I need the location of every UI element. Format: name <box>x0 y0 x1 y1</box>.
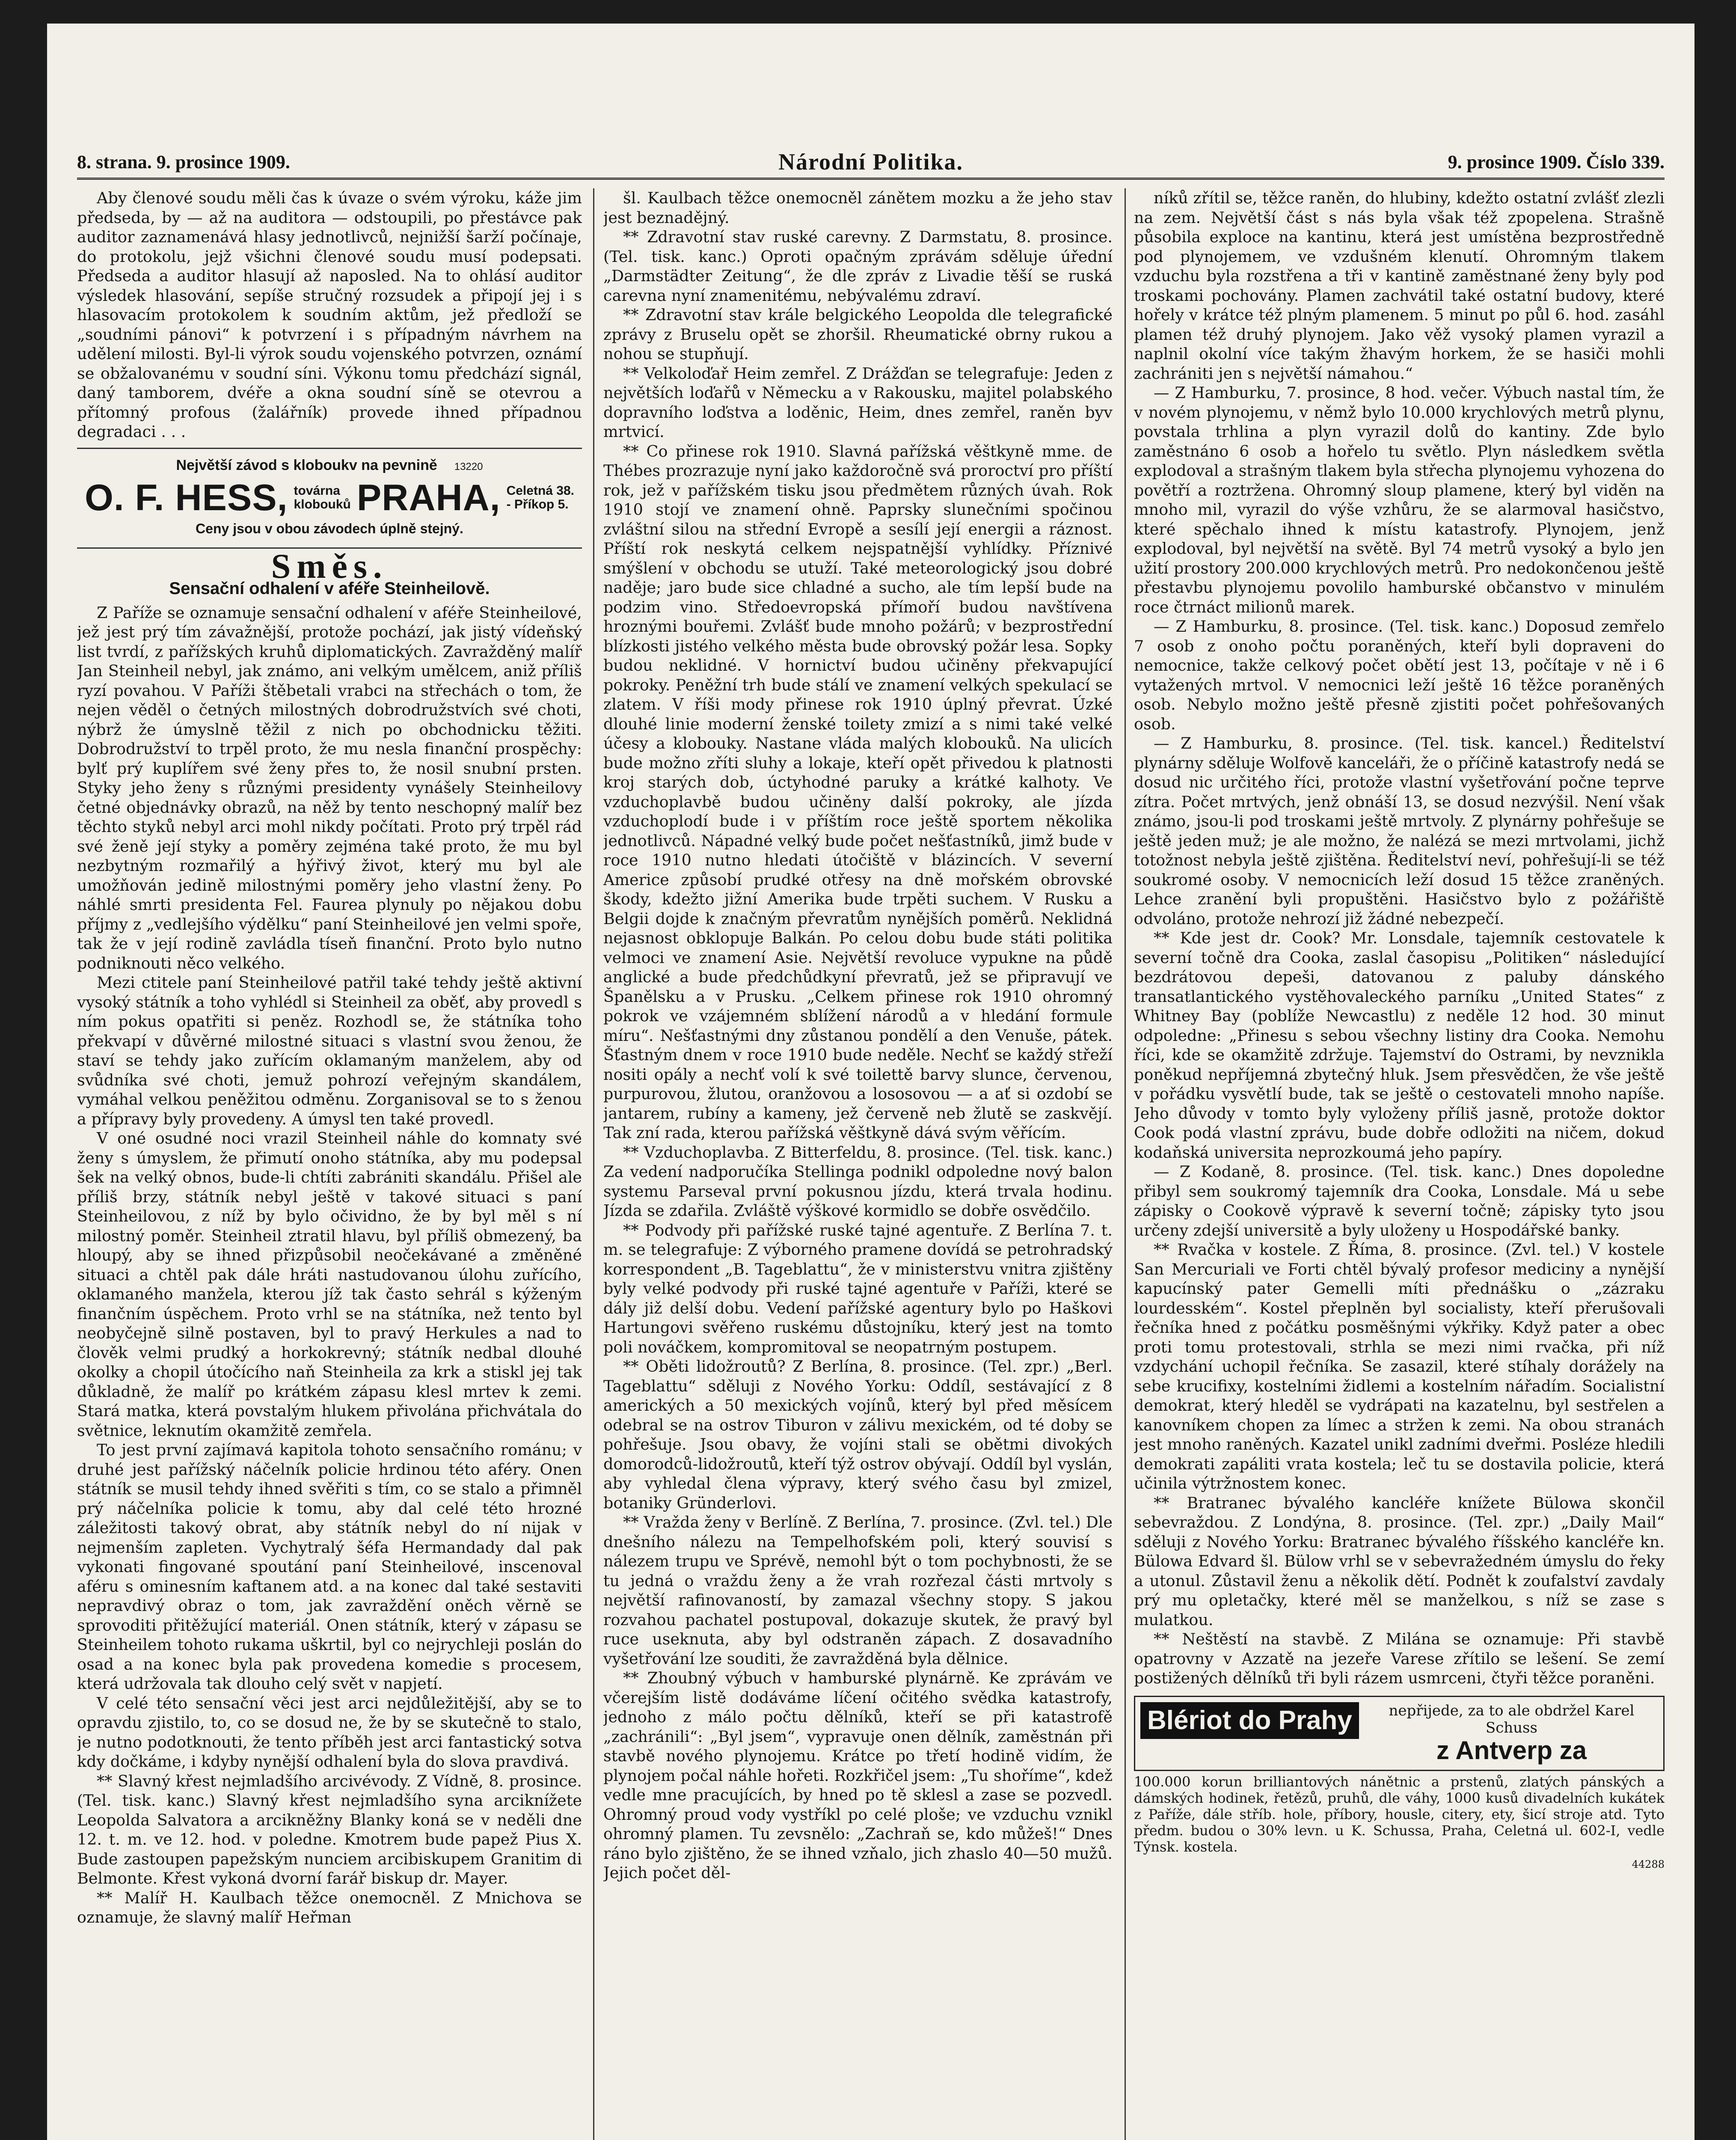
news-item: ** Podvody při pařížské ruské tajné agentuře. Z Berlína 7. t. m. se telegrafuje: Z výborného pramene dovídá se petrohradský korrespondent „B. Tageblattu“, že v ministerstvu vnitra zjištěny byly velké podvody při ruské tajné agentuře v Paříži, které se dály již delší dobu. Vedení pařížské agentury bylo po Haškovi Hartungovi svěřeno ruskému důstojníku, který jest na tomto poli nováčkem, kompromitoval se neopatrným postupem. <box>603 1221 1113 1356</box>
ad-city: PRAHA, <box>356 477 501 518</box>
article-text: To jest první zajímavá kapitola tohoto sensačního románu; v druhé jest pařížský náčelník policie hrdinou této aféry. Onen státník se musil tehdy ihned svěřiti s tím, co se stalo a přimněl prý náčelníka policie k tomu, aby dal celé této hrozné záležitosti takový obrat, aby státník nebyl do ní nijak v nejmenším zapleten. Vychytralý šéfa Hermandady dal pak vykonati fingované spoutání paní Steinheilové, inscenoval aféru s ominesním kaftanem atd. a na konec dal také sestaviti nepravdivý obraz o tom, jak zavraždění oněch věrně se sprovoditi přitěžující materiál. Onen státník, který v zápasu se Steinheilem tohoto rukama uškrtil, byl co nejrychleji poslán do osad a na konec byla pak provedena komedie s procesem, která udržovala tak dlouho celý svět v napjetí. <box>77 1441 582 1693</box>
ad-firm-type-top: továrna <box>294 483 340 498</box>
article-text: Mezi ctitele paní Steinheilové patřil také tehdy ještě aktivní vysoký státník a toho vyhlédl si Steinheil za oběť, aby provedl s ním pokus opatřiti si peněz. Rozhodl se, že státníka toho překvapí v důvěrné milostné situaci s vlastní svou ženou, že staví se tehdy jako zuřícím oklamaným manželem, aby od svůdníka své choti, jemuž pohrozí veřejným skandálem, vymáhal velkou peněžitou odměnu. Zorganisoval se to s ženou a přípravy byly provedeny. A úmysl ten také provedl. <box>77 973 582 1128</box>
news-item: — Z Hamburku, 7. prosince, 8 hod. večer. Výbuch nastal tím, že v novém plynojemu, v němž bylo 10.000 krychlových metrů plynu, povstala trhlina a plyn vyrazil dolů do kantiny. Zde bylo zaměstnáno 6 osob a hořelo tu světlo. Plyn následkem světla explodoval a strašným tlakem byla střecha plynojemu vyhozena do povětří a roztržena. Ohromný sloup plamene, který byl viděn na mnoho mil, vyrazil do výše vzhůru, že se alarmoval hasičstvo, které spěchalo ihned k místu katastrofy. Plynojem, jenž explodoval, byl největší na světě. Byl 74 metrů vysoký a bylo jen užití prostory 200.000 krychlových metrů. Pro nedokončenou ještě přestavbu plynojemu povolilo hamburské občanstvo v minulém roce čtrnáct milionů marek. <box>1134 383 1665 616</box>
ad-firm: O. F. HESS, <box>84 477 288 518</box>
ad-number: 13220 <box>454 461 483 473</box>
article-title: Sensační odhalení v aféře Steinheilově. <box>169 579 490 598</box>
article-text: Z Paříže se oznamuje sensační odhalení v aféře Steinheilové, jež jest prý tím závažnější, protože pochází, jak jistý vídeňský list tvrdí, z pařížských kruhů diplomatických. Zavražděný malíř Jan Steinheil nebyl, jak známo, ani velkým umělcem, aniž příliš ryzí povahou. V Paříži štěbetali vrabci na střechách o tom, že nejen věděl o četných milostných dobrodružstvích své choti, nýbrž že úmyslně těžil z nich po obchodnicku těžiti. Dobrodružství to trpěl proto, že mu nesla finanční prospěchy: bylť prý kuplířem své ženy přes to, že nosil snubní prsten. Styky jeho ženy s různými presidenty vynášely Steinheilovy četné objednávky obrazů, na něž by tento neschopný malíř bez těchto styků nebyl arci mohl nikdy počítati. Proto prý trpěl rád své ženě její styky a poměry zejména také proto, že mu byl nezbytným rozmařilý a hýřivý život, který mu byl ale umožňován jedině milostnými poměry jeho vlastní ženy. Po náhlé smrti presidenta Fel. Faurea plynuly po nějakou dobu příjmy z „vedlejšího výdělku“ paní Steinheilové jen velmi spoře, tak že v její rodině zavládla tíseň finanční. Proto bylo nutno podniknouti něco velkého. <box>77 603 582 972</box>
news-item: níků zřítil se, těžce raněn, do hlubiny, kdežto ostatní zvlášť zlezli na zem. Největší část s nás byla však též zpopelena. Strašně působila exploce na kantinu, která jest umístěna bezprostředně pod plynojemem, ve vzdušném klenutí. Ohromným tlakem vzduchu byla rozstřena a tři v kantině zaměstnané ženy byly pod troskami pochovány. Plamen zachvátil také ostatní budovy, které hořely v krátce též plným plamenem. 5 minut po půl 6. hod. zasáhl plamen též druhý plynojem. Jako věž vysoký plamen vyrazil a naplnil okolní více takým žhavým horkem, že se hasiči mohli zachrániti jen s největší námahou.“ <box>1134 189 1665 383</box>
column-rule <box>593 188 594 2140</box>
news-item: ** Malíř H. Kaulbach těžce onemocněl. Z Mnichova se oznamuje, že slavný malíř Heřman <box>77 1888 582 1926</box>
ad-headline: Největší závod s kloboukv na pevnině <box>176 457 437 473</box>
ad-tagline: Ceny jsou v obou závodech úplně stejný. <box>196 520 463 536</box>
news-item: — Z Hamburku, 8. prosince. (Tel. tisk. kanc.) Doposud zemřelo 7 osob z onoho počtu poraněných, kteří byli dopraveni do nemocnice, takže celkový počet obětí jest 13, počítaje v ně i 6 vytažených mrtvol. V nemocnici leží ještě 16 těžce poraněných osob. Nebylo možno ještě přesně zjistiti počet pohřešovaných osob. <box>1134 617 1665 733</box>
news-item: šl. Kaulbach těžce onemocněl zánětem mozku a že jeho stav jest beznadějný. <box>603 189 1113 227</box>
column-rule <box>1125 188 1126 2140</box>
news-item: ** Vzduchoplavba. Z Bitterfeldu, 8. prosince. (Tel. tisk. kanc.) Za vedení nadporučíka Stellinga podnikl odpoledne nový balon systemu Parseval první pokusnou jízdu, která trvala hodinu. Jízda se zdařila. Zvláště výškové kormidlo se dobře osvědčilo. <box>603 1143 1113 1220</box>
ad-head: nepřijede, za to ale obdržel Karel Schuss <box>1389 1702 1635 1736</box>
news-item: ** Zhoubný výbuch v hamburské plynárně. Ke zprávám ve včerejším listě dodáváme líčení očitého svědka katastrofy, jednoho z málo počtu dělníků, kteří se při katastrofě „zachránili“: „Byl jsem“, vypravuje onen dělník, zaměstnán při stavbě nového plynojemu. Krátce po třetí hodině vidím, že plynojem počal náhle hořeti. Rozkřičel jsem: „Tu shoříme“, kdež vedle mne pracujících, by hned po tě sklesl a zase se pozvedl. Ohromný proud vody vystříkl po celé ploše; ve vzduchu vznikl ohromný plamen. Tu zevsnělo: „Zachraň se, kdo můžeš!“ Dnes ráno bylo zjištěno, že se ihned vzňalo, jich zhaslo 40—50 mužů. Jejich počet děl- <box>603 1669 1113 1882</box>
column-1 <box>77 188 582 2140</box>
article-text: Aby členové soudu měli čas k úvaze o svém výroku, káže jim předseda, by — až na auditora — odstoupili, po přestávce pak auditor zaznamenává hlasy jednotlivců, nejnižší šarží počínaje, do protokolu, jejž všichni členové soudu musí podepsati. Předseda a auditor hlasují až naposled. Na to ohlásí auditor výsledek hlasování, sepíše stručný rozsudek a připojí jej i s hlasovacím protokolem k soudním aktům, jež předloží se „soudními pánovi“ k potvrzení i s případným návrhem na udělení milosti. Byl-li výrok soudu vojenského potvrzen, oznámí se obžalovanému v soudní síni. Výkonu tomu předchází signál, daný tamborem, dvéře a okna soudní síně se otevrou a přítomný profous (žalářník) provede ihned případnou degradaci . . . <box>77 189 582 441</box>
news-item: ** Vražda ženy v Berlíně. Z Berlína, 7. prosince. (Zvl. tel.) Dle dnešního nálezu na Tempelhofském poli, který souvisí s nálezem trupu ve Sprévě, nemohl být o tom pochybnosti, že se tu jedná o vraždu ženy a že vrah rozřezal části mrtvoly s největší rafinovaností, by zamazal všechny stopy. S jakou rozvahou pachatel postupoval, dokazuje skutek, že pravý byl ruce useknuta, aby byl odstraněn zápach. Z dosavadního vyšetřování lze souditi, že zavražděná byla dělnice. <box>603 1513 1113 1668</box>
ad-subhead: z Antverp za <box>1436 1736 1587 1765</box>
ad-address-bottom: - Příkop 5. <box>506 497 569 511</box>
news-item: — Z Hamburku, 8. prosince. (Tel. tisk. kancel.) Ředitelství plynárny sděluje Wolfově kanceláři, že o příčině katastrofy nedá se dosud nic určitého říci, protože vlastní vyšetřování počne teprve zítra. Počet mrtvých, jenž obnáší 13, se dosud nezvýšil. Není však známo, jsou-li pod troskami ještě mrtvoly. Z plynárny pohřešuje se ještě jeden muž; je ale možno, že nalézá se mezi mrtvolami, jichž totožnost nebyla ještě zjištěna. Ředitelství neví, pohřešují-li se též soukromé osoby. V nemocnicích leží dosud 15 těžce zraněných. Lehce zranění byli propuštěni. Hasičstvo bylo z požářiště odvoláno, protože nehrozí již žádné nebezpečí. <box>1134 734 1665 928</box>
article-text: V oné osudné noci vrazil Steinheil náhle do komnaty své ženy s úmyslem, že přimutí onoho státníka, aby mu podepsal šek na velký obnos, bude-li chtíti zabrániti skandálu. Přišel ale příliš brzy, státník nebyl ještě v takové situaci s paní Steinheilovou, z níž by bylo očividno, že by byl měl s ní milostný poměr. Steinheil ztratil hlavu, byl příliš obmezený, ba hloupý, aby se ihned přizpůsobil neočekávané a změněné situaci a chtěl pak dále hráti nastudovanou úlohu zuřícího, oklamaného manžela, kterou jíž tak často sehrál s kýženým finančním úspěchem. Proto vrhl se na státníka, než tento byl neobyčejně silně postaven, byl to pravý Herkules a nad to člověk velmi prudký a horkokrevný; státník nedbal dlouhé okolky a chopil útočícího naň Steinheila za krk a stiskl jej tak důkladně, že malíř po krátkém zápasu klesl mrtev k zemi. Stará matka, která povstalým hlukem přivolána přichvátala do světnice, leknutím okamžitě zemřela. <box>77 1129 582 1440</box>
column-3 <box>1134 188 1665 2140</box>
hess-advertisement <box>77 455 582 541</box>
news-item: ** Co přinese rok 1910. Slavná pařížská věštkyně mme. de Thébes prozrazuje nyní jako každoročně svá proroctví pro příští rok, jež v pařížském tisku jsou předmětem různých úvah. Rok 1910 stojí ve znamení ohně. Paprsky slunečními spočinou zvláštní silou na střední Evropě a sesílí její energii a ráznost. Příští rok neskytá celkem nejspatnější vyhlídky. Příznivé smýšlení v obchodu se utuží. Také meteorologický jsou dobré naděje; jaro bude sice chladné a sucho, ale tím lepší bude na podzim vino. Středoevropská přímoří budou navštívena hroznými bouřemi. Zvlášť bude mnoho požárů; v bezprostřední blízkosti jistého velkého města bude obrovský požár lesa. Sopky budou neklidné. V hornictví budou učiněny překvapující pokroky. Peněžní trh bude stálí ve znamení velkých spekulací se zlatem. V říši mody přinese rok 1910 úplný převrat. Úzké dlouhé linie moderní ženské toilety zmizí a s nimi také velké účesy a klobouky. Nastane vláda malých klobouků. Na ulicích bude možno zříti sluhy a lokaje, kteří opět přivedou k platnosti kroj starých dob, úctyhodné paruky a krátké kalhoty. Ve vzduchoplavbě budou učiněny další pokroky, ale jízda vzduchoplodí bude i v příštím roce ještě sportem několika jednotlivců. Nápadné velký bude počet nešťastníků, jimž bude v roce 1910 nutno hledati útočiště v blázincích. V severní Americe způsobí prudké otřesy na dně mořském obrovské škody, kdežto jižní Amerika bude trpěti suchem. V Rusku a Belgii dojde k značným převratům nynějších poměrů. Neklidná nejasnost obklopuje Balkán. Po celou dobu bude státi politika velmoci ve znamení Asie. Největší revoluce vypukne na půdě anglické a bude předchůdkyní převratů, jež se připravují ve Španělsku a v Prusku. „Celkem přinese rok 1910 ohromný pokrok ve vzájemném sblížení národů a v hledání formule míru“. Nešťastnými dny zůstanou pondělí a den Venuše, pátek. Šťastným dnem v roce 1910 bude neděle. Nechť se každý střeží nositi opály a nechť volí k své toilettě barvy sluncе, červenou, purpurovou, žlutou, oranžovou a lososovou — a ať si ozdobí se jantarem, rubíny a kameny, jež červeně neb žlutě se zaskvějí. Tak zní rada, kterou pařížská věštkyně dává svým věřícím. <box>603 442 1113 1142</box>
header-date-left: 8. strana. 9. prosince 1909. <box>77 152 290 172</box>
news-item: ** Slavný křest nejmladšího arcivévody. Z Vídně, 8. prosince. (Tel. tisk. kanc.) Slavný křest nejmladšího syna arciknížete Leopolda Salvatora a arcikněžny Blanky koná se v neděli dne 12. t. m. ve 12. hod. v poledne. Kmotrem bude papež Pius X. Bude zastoupen papežským nunciem arcibiskupem Granitim di Belmonte. Křest vykoná dvorní farář biskup dr. Mayer. <box>77 1771 582 1887</box>
news-item: ** Zdravotní stav ruské carevny. Z Darmstatu, 8. prosince. (Tel. tisk. kanc.) Oproti opačným zprávám sděluje úřední „Darmstädter Zeitung“, že dle zpráv z Livadie těší se ruská carevna nyní znamenitému, nebývalému zdraví. <box>603 228 1113 305</box>
news-item: ** Oběti lidožroutů? Z Berlína, 8. prosince. (Tel. zpr.) „Berl. Tageblattu“ sděluji z Nového Yorku: Oddíl, sestávající z 8 amerických a 50 mexických vojínů, který byl před měsícem odebral se na ostrov Tiburon v zálivu mexickém, od té doby se pohřešuje. Jsou obavy, že vojíni stali se obětmi divokých domorodců-lidožroutů, kteří týž ostrov obývají. Oddíl byl vyslán, aby vyhledal člena výpravy, který svého času byl zmizel, botaniky Gründerlovi. <box>603 1357 1113 1512</box>
ad-firm-type-bottom: klobouků <box>294 497 351 511</box>
section-title: Směs. <box>271 546 388 586</box>
bleriot-advertisement <box>1134 1696 1665 1771</box>
header-date-issue: 9. prosince 1909. Číslo 339. <box>1448 152 1665 172</box>
masthead: Národní Politika. <box>778 149 964 175</box>
ad-body: 100.000 korun brilliantových nánětnic a prstenů, zlatých pánských a dámských hodinek, řetězů, pruhů, dle váhy, 1000 kusů divadelních kukátek z Paříže, dále stříb. hole, příbory, housle, citery, ety, šicí stroje atd. Tyto předm. budou o 30% levn. u K. Schussa, Praha, Celetná ul. 602-I, vedle Týnsk. kostela. <box>1134 1773 1665 1855</box>
news-item: ** Velkoloďař Heim zemřel. Z Drážďan se telegrafuje: Jeden z největších loďařů v Německu a v Rakousku, majitel polabského dopravního loďstva a loděnic, Heim, dnes zemřel, raněn byv mrtvicí. <box>603 364 1113 441</box>
news-item: ** Neštěstí na stavbě. Z Milána se oznamuje: Při stavbě opatrovny v Azzatě na jezeře Varese zřítilo se lešení. Se zemí postižených dělníků tři byli rázem usmrceni, čtyři těžce poraněni. <box>1134 1630 1665 1687</box>
divider <box>77 448 582 449</box>
page-header <box>77 148 1665 180</box>
ad-address-top: Celetná 38. <box>506 483 574 498</box>
news-item: ** Rvačka v kostele. Z Říma, 8. prosince. (Zvl. tel.) V kostele San Mercuriali ve Forti chtěl bývalý profesor mediciny a nynější kapucínský pater Gemelli míti přednášku o „zázraku lourdesském“. Kostel přeplněn byl socialisty, kteří přerušovali řečníka hned z počátku posměšnými výkřiky. Když pater a obec proti tomu protestovali, strhla se mezi nimi rvačka, při níž vzdychání uchopil řečníka. Se zasazil, které stíhaly dorážely na sebe krucifixy, kostelními židlemi a kostelním nářadím. Socialistní demokrat, který hleděl se vydrápati na kazatelnu, byl sestřelen a kanovníkem chopen za límec a stržen k zemi. Na obou stranách jest mnoho raněných. Kazatel unikl zadními dveřmi. Posléze hledili demokrati zapáliti vrata kostela; leč tu se dostavila policie, která učinila výtržnostem konec. <box>1134 1240 1665 1492</box>
newspaper-page <box>47 24 1694 2140</box>
ad-title: Blériot do Prahy <box>1140 1702 1359 1739</box>
ad-number: 44288 <box>1632 1858 1665 1870</box>
column-2 <box>603 188 1113 2140</box>
news-item: ** Bratranec bývalého kancléře knížete Bülowa skončil sebevraždou. Z Londýna, 8. prosince. (Tel. zpr.) „Daily Mail“ sděluji z Nového Yorku: Bratranec bývalého říšského kancléře kn. Bülowa Edvard šl. Bülow vrhl se v sebevražedném úmyslu do řeky a utonul. Zůstavil ženu a několik dětí. Podnět k zoufalství zavdaly prý mu opletačky, které měl se manželkou, s níž se zase s mulatkou. <box>1134 1493 1665 1629</box>
news-item: ** Zdravotní stav krále belgického Leopolda dle telegrafické zprávy z Bruselu opět se zhoršil. Rheumatické obrny rukou a nohou se stupňují. <box>603 306 1113 363</box>
news-item: — Z Kodaně, 8. prosince. (Tel. tisk. kanc.) Dnes dopoledne přibyl sem soukromý tajemník dra Cooka, Lonsdale. Má u sebe zápisky o Cookově výpravě k severní točně; zápisky tyto jsou určeny zdejší universitě a byly uloženy u Hospodářské banky. <box>1134 1162 1665 1239</box>
article-text: V celé této sensační věci jest arci nejdůležitější, aby se to opravdu zjistilo, to, co se dosud ne, že by se skutečně to stalo, je nutno podotknouti, že tento příběh jest arci fantastický sotva kdy dočkáme, i kdyby nynější odhalení byla do slova pravdivá. <box>77 1694 582 1771</box>
news-item: ** Kde jest dr. Cook? Mr. Lonsdale, tajemník cestovatele k severní točně dra Cooka, zaslal časopisu „Politiken“ následující bezdrátovou depeši, datovanou z paluby dánského transatlantického vystěhovaleckého parníku „United States“ z Whitney Bay (poblíže Newcastlu) z neděle 12 hod. 30 minut odpoledne: „Přinesu s sebou všechny listiny dra Cooka. Nemohu říci, kde se okamžitě zdržuje. Tajemství do Ostrami, by nevznikla poněkud nepříjemná zbytečný hluk. Jsem přesvědčen, že vše ještě v pořádku vysvětlí bude, tak se ještě o cestovateli mnoho napíše. Jeho důvody v tomto byly vyloženy příliš jasně, protože doktor Cook podá vlastní zprávu, bude dobře odložiti na ničem, dokud kodaňská universita neprozkoumá jeho papíry. <box>1134 929 1665 1162</box>
